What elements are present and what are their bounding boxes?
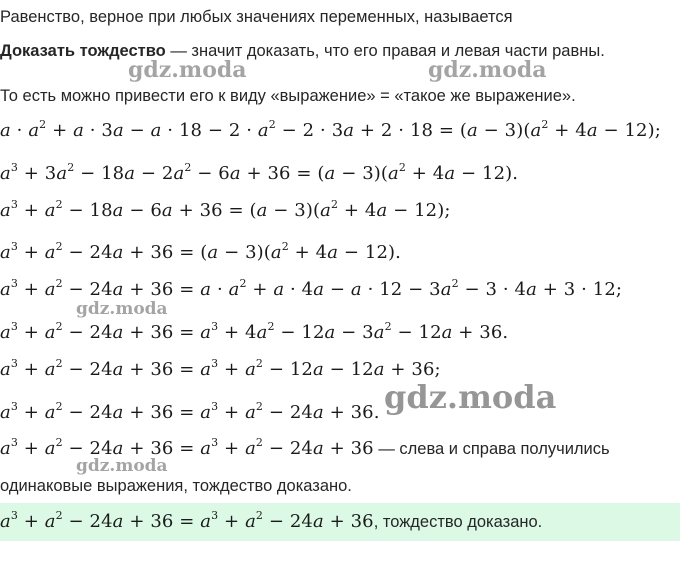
intro-line-1: Равенство, верное при любых значениях переменных, называется: [0, 8, 513, 26]
step-3: $a^3 + a^2 - 18a - 6a + 36 = (a - 3)(a^2 + 4a - 12)$;: [0, 198, 451, 221]
watermark-3: gdz.moda: [76, 299, 168, 319]
answer-text: , тождество доказано.: [373, 513, 543, 531]
step-9-math: $a^3 + a^2 - 24a + 36 = a^3 + a^2 - 24a + 36$: [0, 436, 374, 459]
step-6: $a^3 + a^2 - 24a + 36 = a^3 + 4a^2 - 12a - 3a^2 - 12a + 36$.: [0, 320, 509, 343]
step-5: $a^3 + a^2 - 24a + 36 = a \cdot a^2 + a \cdot 4a - a \cdot 12 - 3a^2 - 3 \cdot 4a + 3 \cdot 12$;: [0, 277, 623, 300]
intro-bold: Доказать тождество: [0, 42, 166, 60]
step-4: $a^3 + a^2 - 24a + 36 = (a - 3)(a^2 + 4a - 12)$.: [0, 240, 401, 263]
answer-line: [0, 511, 542, 532]
step-7: $a^3 + a^2 - 24a + 36 = a^3 + a^2 - 12a - 12a + 36$;: [0, 357, 441, 380]
watermark-4: gdz.moda: [384, 378, 557, 416]
watermark-2: gdz.moda: [428, 57, 547, 83]
step-2: $a^3 + 3a^2 - 18a - 2a^2 - 6a + 36 = (a - 3)(a^2 + 4a - 12)$.: [0, 161, 519, 184]
intro-rest: — значит доказать, что его правая и левая части равны.: [165, 42, 605, 60]
watermark-5: gdz.moda: [76, 456, 168, 476]
step-1: $a \cdot a^2 + a \cdot 3a - a \cdot 18 - 2 \cdot a^2 - 2 \cdot 3a + 2 \cdot 18 = (a - 3)(a^2 + 4a - 12)$;: [0, 118, 661, 141]
step-9-continuation: одинаковые выражения, тождество доказано.: [0, 477, 352, 495]
step-9-text: — слева и справа получились: [373, 440, 610, 458]
answer-math: $a^3 + a^2 - 24a + 36 = a^3 + a^2 - 24a + 36$: [0, 509, 374, 532]
intro-line-3: То есть можно привести его к виду «выражение» = «такое же выражение».: [0, 87, 576, 105]
step-8: $a^3 + a^2 - 24a + 36 = a^3 + a^2 - 24a + 36$.: [0, 400, 380, 423]
watermark-1: gdz.moda: [128, 57, 247, 83]
